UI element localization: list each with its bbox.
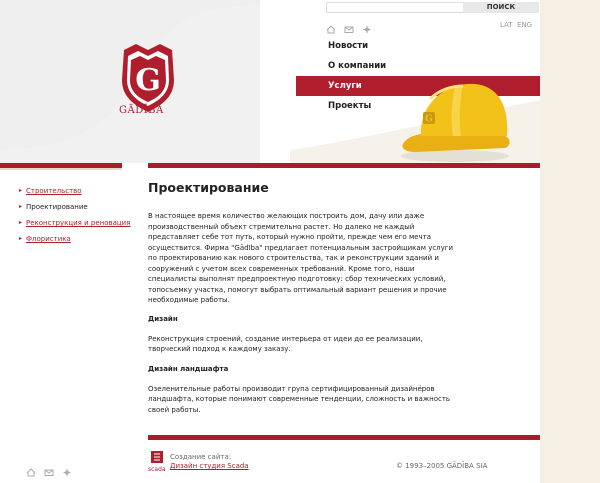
topnav-item-services[interactable]: Услуги xyxy=(296,76,540,96)
logo-letter: G xyxy=(135,63,161,98)
sidebar-item-design[interactable] xyxy=(19,201,130,217)
topnav-item-news[interactable]: Новости xyxy=(328,41,369,51)
search-button[interactable]: ПОИСК xyxy=(463,2,539,13)
topnav-item-about[interactable]: О компании xyxy=(328,61,387,71)
chevron-right-icon: ▸ xyxy=(19,219,23,226)
copyright: © 1993–2005 GĀDĪBA SIA xyxy=(396,462,488,470)
section-text-design: Реконструкция строений, создание интерьера от идеи до ее реализации, творческий подход к каждому заказу. xyxy=(148,334,423,353)
scada-logo-label: scada xyxy=(148,466,166,473)
sidebar-item-reconstruction[interactable] xyxy=(19,217,130,233)
divider-shadow xyxy=(0,168,122,170)
helmet-logo-letter: G xyxy=(425,114,433,125)
site-credit xyxy=(170,453,249,471)
right-side-panel xyxy=(540,0,600,483)
sidebar-item-floristics[interactable] xyxy=(19,233,130,249)
mail-icon[interactable] xyxy=(44,462,54,471)
logo-wordmark: GĀDĪBA xyxy=(119,105,164,116)
lang-eng-link[interactable]: ENG xyxy=(517,21,533,29)
topnav-item-projects[interactable]: Проекты xyxy=(328,101,372,111)
scada-studio-link[interactable]: Дизайн студия Scada xyxy=(170,462,249,470)
sidebar-item-label[interactable]: Строительство xyxy=(26,187,82,195)
hard-hat-illustration xyxy=(395,74,515,164)
sitemap-icon[interactable] xyxy=(362,19,372,28)
sidebar-item-label[interactable]: Проектирование xyxy=(26,203,88,211)
sidebar-item-construction[interactable] xyxy=(19,185,130,201)
utility-icons xyxy=(326,19,372,28)
mail-icon[interactable] xyxy=(344,19,354,28)
chevron-right-icon: ▸ xyxy=(19,235,23,242)
main-content xyxy=(148,180,460,415)
chevron-right-icon: ▸ xyxy=(19,203,23,210)
sidebar-navigation xyxy=(19,185,130,249)
home-icon[interactable] xyxy=(26,462,36,471)
footer-icons xyxy=(26,462,72,471)
section-heading-landscape: Дизайн ландшафта xyxy=(148,364,229,373)
credit-label: Создание сайта: xyxy=(170,453,232,461)
sidebar-item-label[interactable]: Флористика xyxy=(26,235,71,243)
intro-paragraph: В настоящее время количество желающих построить дом, дачу или даже производственный объект стремительно растет. Но далеко не каждый представляет себе тот путь, который нужно пройти, прежде чем его мечта осуществится. Фирма "Gādība" предлагает потенциальным застройщикам услуги по проектированию как нового строительства, так и реконструкции зданий и сооружений с учетом всех современных требований. Кроме того, наши специалисты выполнят предпроектную подготовку: сбор технических условий, топосъемку участка, помогут выбрать оптимальный вариант решения и прочие необходимые работы. xyxy=(148,212,454,304)
section-heading-design: Дизайн xyxy=(148,314,178,323)
search-input[interactable] xyxy=(326,2,464,13)
chevron-right-icon: ▸ xyxy=(19,187,23,194)
page-title: Проектирование xyxy=(148,180,269,195)
sidebar-item-label[interactable]: Реконструкция и реновация xyxy=(26,219,131,227)
home-icon[interactable] xyxy=(326,19,336,28)
section-text-landscape: Озеленительные работы производит група сертифицированный дизайнёров ландшафта, которые понимают современные тенденции, сложность и важность своей работы. xyxy=(148,384,451,414)
sitemap-icon[interactable] xyxy=(62,462,72,471)
red-divider-right xyxy=(148,163,540,168)
footer-red-divider xyxy=(148,435,540,440)
lang-lat-link[interactable]: LAT xyxy=(500,21,513,29)
